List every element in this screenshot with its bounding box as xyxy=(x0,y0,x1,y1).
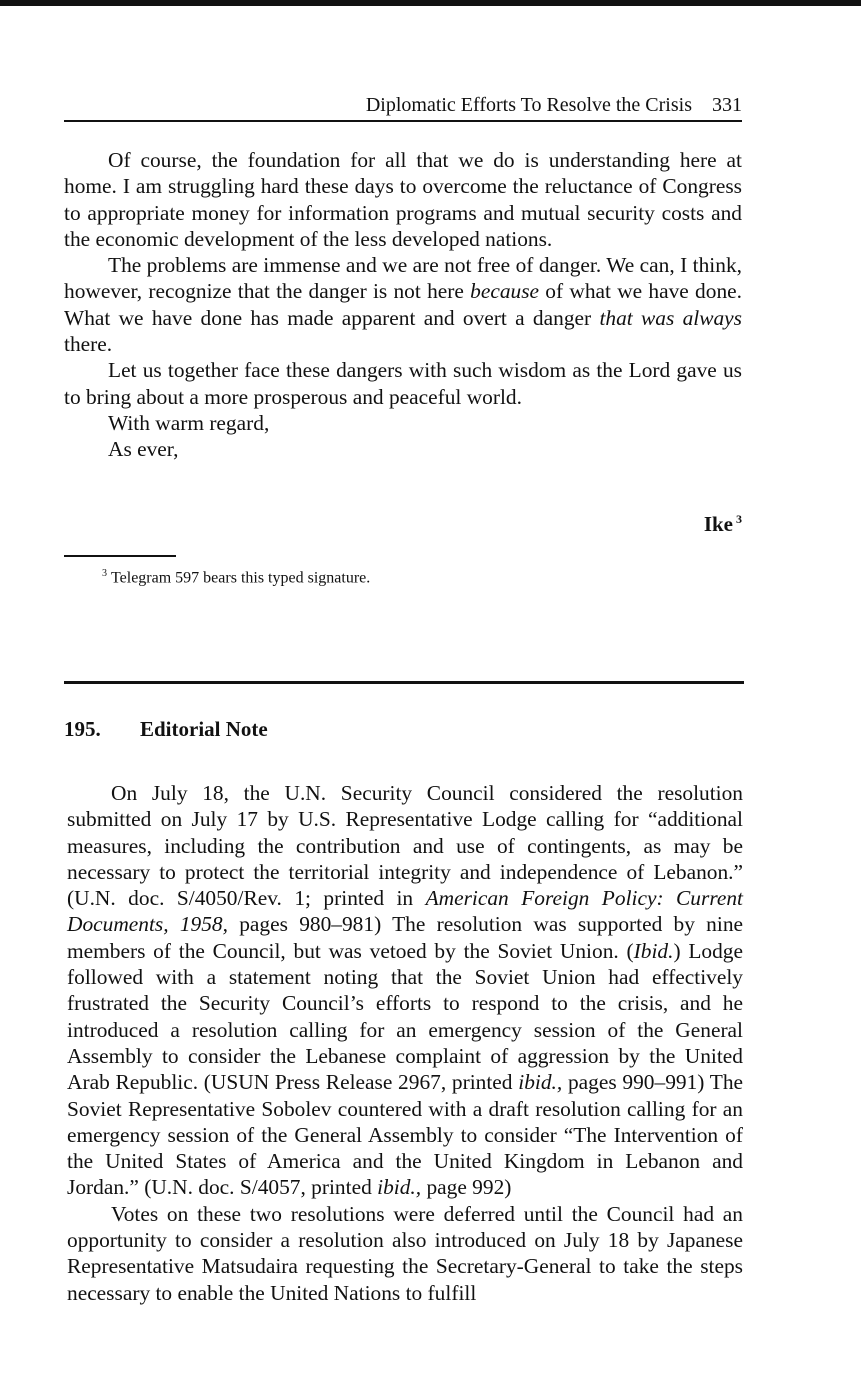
document-title: Editorial Note xyxy=(140,717,268,741)
editorial-note-body xyxy=(67,780,743,1306)
footnote-divider xyxy=(64,555,176,557)
document-heading xyxy=(64,716,742,742)
letter-paragraph-1: Of course, the foundation for all that we do is understanding here at home. I am struggling hard these days to overcome the reluctance of Congress to appropriate money for information programs and mutual security costs and the economic development of the less developed nations. xyxy=(64,148,742,251)
letter-p2-text-a: The problems are immense and we are not free of danger. We can, I think, however, recognize that the danger is not here xyxy=(64,253,742,304)
document-number: 195. xyxy=(64,717,101,741)
page-number: 331 xyxy=(712,94,742,116)
running-title: Diplomatic Efforts To Resolve the Crisis xyxy=(365,94,692,116)
page-top-border xyxy=(0,0,861,6)
footnote-mark: 3 xyxy=(102,568,107,579)
letter-body xyxy=(64,147,742,463)
editorial-p1-text-e: page 992) xyxy=(421,1175,512,1200)
letter-p2-emphasis-because: because xyxy=(470,279,540,304)
section-divider xyxy=(64,681,744,684)
letter-closing-regard: With warm regard, xyxy=(108,410,270,435)
signature-footnote-mark: 3 xyxy=(736,512,742,526)
letter-p2-text-c: there. xyxy=(64,332,113,357)
editorial-p1-text-a: On July 18, the U.N. Security Council considered the resolution submitted on July 17 by U.S. Representative Lodge calling for “additional measures, including the contribution and use of contingents, as may be necessary to protect the territorial integrity and independence of Lebanon.” (U.N. doc. S/4050/Rev. 1; printed in xyxy=(67,781,743,911)
editorial-paragraph-2: Votes on these two resolutions were deferred until the Council had an opportunity to consider a resolution also introduced on July 18 by Japanese Representative Matsudaira requesting the Secretary-General to take the steps necessary to enable the United Nations to fulfill xyxy=(67,1201,743,1305)
letter-paragraph-2 xyxy=(64,252,742,357)
letter-closing-as-ever: As ever, xyxy=(108,437,179,462)
signature xyxy=(64,506,742,537)
letter-p2-text-b: of what we have done. What we have done has made apparent and overt a danger xyxy=(64,279,742,330)
editorial-p1-citation-ibid-2: ibid., xyxy=(518,1070,563,1095)
editorial-p1-citation-ibid-1: Ibid. xyxy=(633,938,674,963)
footnote xyxy=(102,564,742,588)
letter-paragraph-3: Let us together face these dangers with such wisdom as the Lord gave us to bring about a more prosperous and peaceful world. xyxy=(64,358,742,409)
editorial-p1-text-c: ) Lodge followed with a statement noting that the Soviet Union had effectively frustrated the Security Council’s efforts to respond to the crisis, and he introduced a resolution calling for an emergency session of the General Assembly to consider the Lebanese complaint of aggression by the United Arab Republic. (USUN Press Release 2967, printed xyxy=(67,938,743,1095)
editorial-p1-citation-ibid-3: ibid., xyxy=(377,1175,422,1200)
editorial-p1-citation-afp: American Foreign Policy: Current Documents, 1958, xyxy=(67,886,743,937)
editorial-p1-text-d: pages 990–991) The Soviet Representative Sobolev countered with a draft resolution calling for an emergency session of the General Assembly to consider “The Intervention of the United States of America and the United Kingdom in Lebanon and Jordan.” (U.N. doc. S/4057, printed xyxy=(67,1070,744,1200)
footnote-text: Telegram 597 bears this typed signature. xyxy=(111,569,371,587)
editorial-p1-text-b: pages 980–981) The resolution was supported by nine members of the Council, but was vetoed by the Soviet Union. ( xyxy=(67,912,744,963)
editorial-paragraph-1 xyxy=(67,780,743,1201)
letter-p2-emphasis-always: that was always xyxy=(599,305,743,330)
running-header xyxy=(64,92,742,122)
signature-name: Ike xyxy=(703,512,733,536)
